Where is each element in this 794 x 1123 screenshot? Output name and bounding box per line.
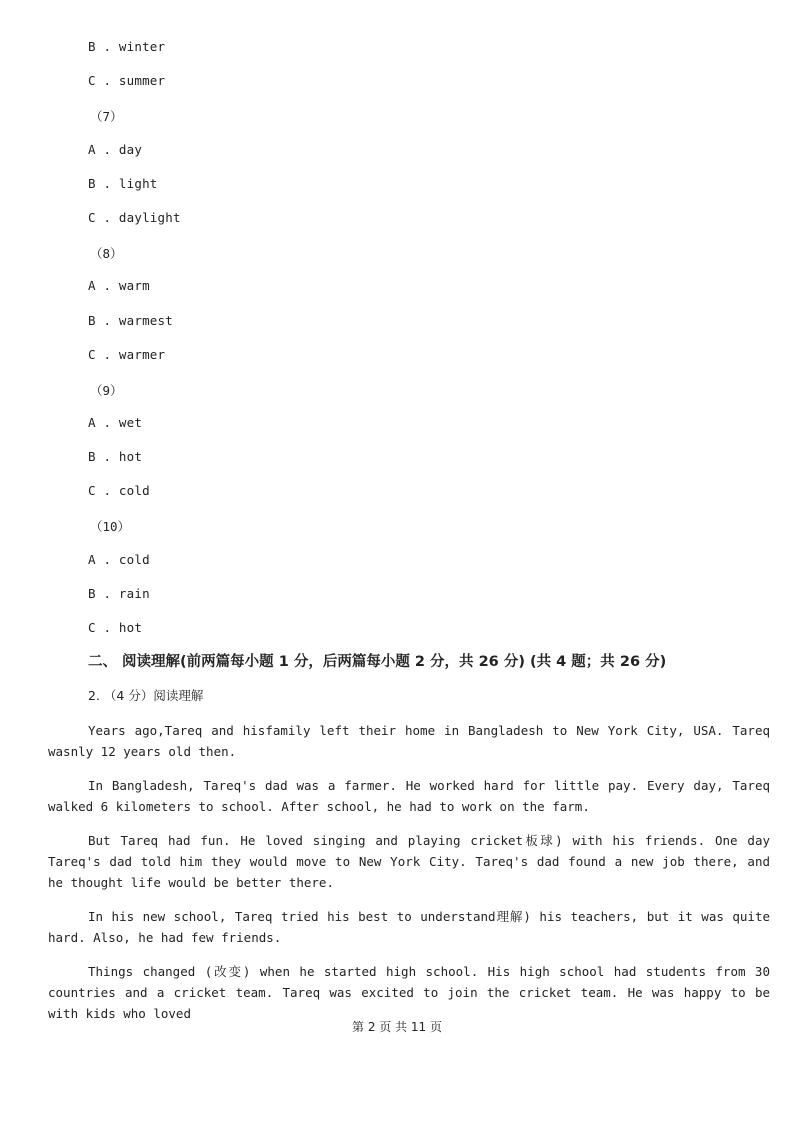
question-2-header: 2. （4 分）阅读理解	[88, 688, 204, 703]
question-8-option-c: C . warmer	[88, 347, 166, 362]
passage-paragraph-4: In his new school, Tareq tried his best to understand理解) his teachers, but it was quite hard. Also, he had few friends.	[48, 909, 770, 945]
passage-paragraph-3: But Tareq had fun. He loved singing and playing cricket板球) with his friends. One day Tareq's dad told him they would move to New York City. Tareq's dad found a new job there, and he thought life would be better there.	[48, 833, 770, 890]
question-9-number: （9）	[90, 383, 123, 398]
question-10-option-a: A . cold	[88, 552, 150, 567]
page-footer: 第 2 页 共 11 页	[352, 1020, 442, 1034]
question-10-option-b: B . rain	[88, 586, 150, 601]
question-8-option-b: B . warmest	[88, 313, 173, 328]
passage-paragraph-5: Things changed (改变) when he started high school. His high school had students from 30 countries and a cricket team. Tareq was excited to join the cricket team. He was happy to be with kids who loved	[48, 964, 770, 1021]
question-10-option-c: C . hot	[88, 620, 143, 635]
question-9-option-c: C . cold	[88, 483, 150, 498]
question-7-number: （7）	[90, 109, 123, 124]
question-7-option-b: B . light	[88, 176, 158, 191]
section-heading: 二、 阅读理解(前两篇每小题 1 分，后两篇每小题 2 分，共 26 分) (共 4 题；共 26 分)	[88, 654, 667, 670]
passage-paragraph-1: Years ago,Tareq and hisfamily left their home in Bangladesh to New York City, USA. Tareq wasnly 12 years old then.	[48, 723, 770, 759]
question-8-option-a: A . warm	[88, 278, 150, 293]
question-7-option-a: A . day	[88, 142, 143, 157]
option-b-winter: B . winter	[88, 39, 166, 54]
question-9-option-b: B . hot	[88, 449, 143, 464]
passage-paragraph-2: In Bangladesh, Tareq's dad was a farmer. He worked hard for little pay. Every day, Tareq walked 6 kilometers to school. After school, he had to work on the farm.	[48, 778, 770, 814]
option-c-summer: C . summer	[88, 73, 166, 88]
question-9-option-a: A . wet	[88, 415, 143, 430]
question-10-number: （10）	[90, 519, 131, 534]
question-8-number: （8）	[90, 246, 123, 261]
question-7-option-c: C . daylight	[88, 210, 181, 225]
